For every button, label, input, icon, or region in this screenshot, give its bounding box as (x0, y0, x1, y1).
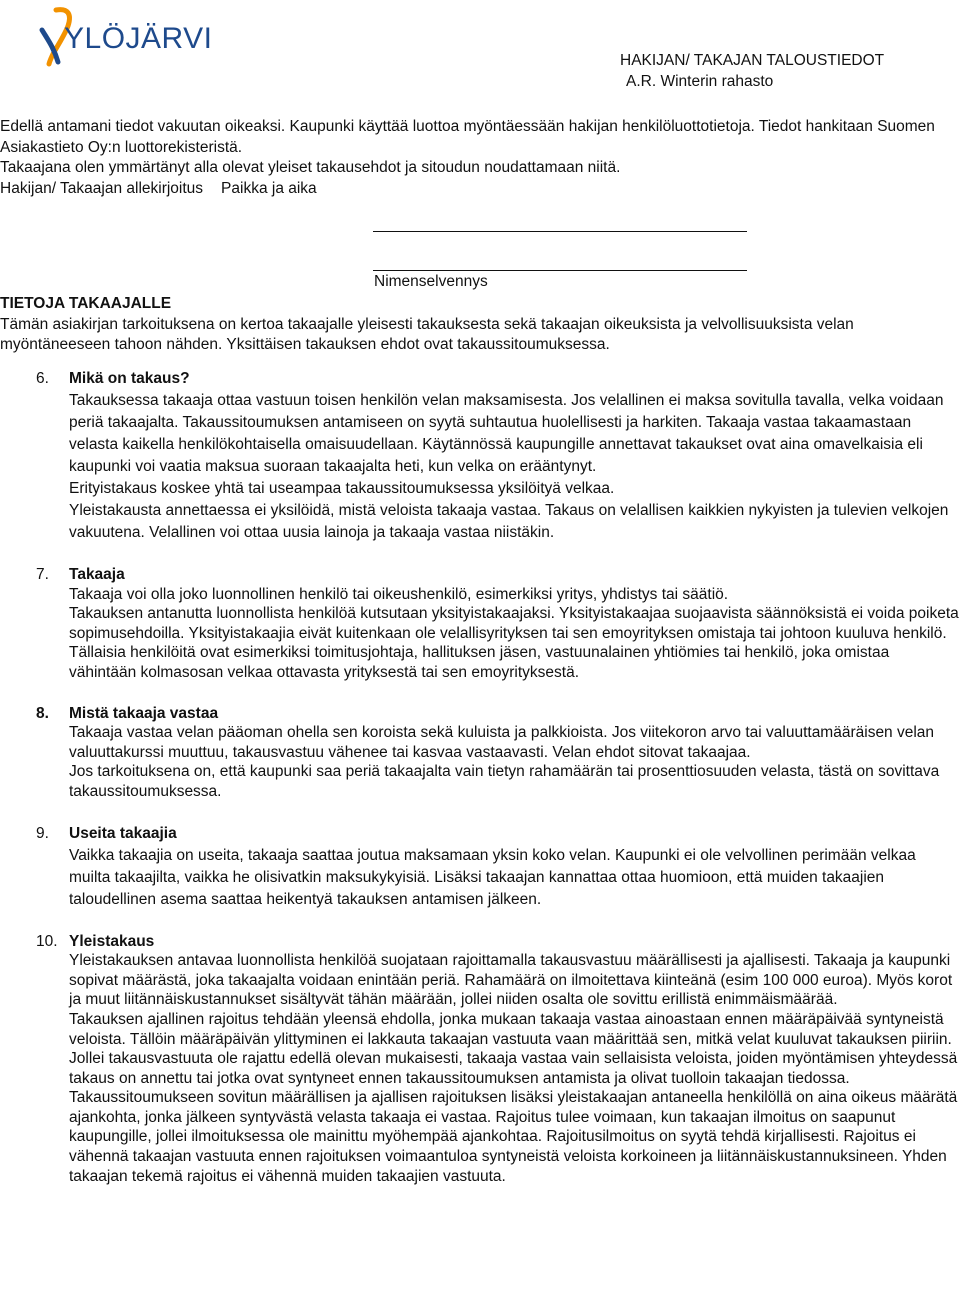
section-10 (0, 932, 960, 1187)
section-paragraph: Takauksessa takaaja ottaa vastuun toisen henkilön velan maksamisesta. Jos velallinen ei maksa sovitulla tavalla, velka voidaan periä takaajalta. Takaussitoumuksen antamiseen on syytä suhtautua huolellisesti ja harkiten. Takaaja vastaa takaamastaan velasta kaikella henkilökohtaisella omaisuudellaan. Käytännössä kaupungille annettavat takaukset ovat aina omavelkaisia eli kaupunki voi vaatia maksua suoraan takaajalta heti, kun velka on erääntynyt. (69, 392, 944, 475)
section-title: Yleistakaus (69, 932, 155, 950)
section-body (69, 585, 960, 683)
section-body (69, 723, 960, 801)
section-6 (0, 368, 960, 544)
document-header (620, 50, 920, 92)
info-for-guarantor (0, 294, 958, 356)
section-paragraph: Takaussitoumukseen sovitun määrällisen ja ajallisen rajoituksen lisäksi yleistakaajan antaneella henkilöllä on aina oikeus määrätä ajankohta, jonka jälkeen syntyvästä velasta takaaja ei vastaa. Rajoitus tulee voimaan, kun takaajan ilmoitus on saapunut kaupungille, jollei ilmoituksessa ole mainittu myöhempää ajankohtaa. Rajoitusilmoitus on syytä tehdä kirjallisesti. Rajoitus ei vähennä takaajan vastuuta ennen rajoituksen voimaantuloa syntyneistä veloista korkoineen ja liitännäiskustannuksineen. Yhden takaajan tekemä rajoitus ei vähennä muiden takaajien vastuuta. (69, 1089, 958, 1185)
section-paragraph: Takaaja voi olla joko luonnollinen henkilö tai oikeushenkilö, esimerkiksi yritys, yhdistys tai säätiö. (69, 585, 729, 603)
section-number: 7. (36, 566, 49, 583)
logo-text: YLÖJÄRVI (64, 22, 213, 55)
signature-line (373, 231, 747, 232)
info-text: Tämän asiakirjan tarkoituksena on kertoa takaajalle yleisesti takauksesta sekä takaajan oikeuksista ja velvollisuuksista velan myöntäneeseen tahoon nähden. Yksittäisen takauksen ehdot ovat takaussitoumuksessa. (0, 316, 854, 354)
section-paragraph: Yleistakauksen antavaa luonnollista henkilöä suojataan rajoittamalla takausvastuu määrällisesti ja ajallisesti. Takaaja ja kaupunki sopivat määrästä, joka takaajalta voidaan enintään periä. Rahamäärä on ilmoitettava kiinteänä (esim 100 000 euroa). Myös korot ja muut liitännäiskustannukset sisältyvät tähän määrään, jollei niiden osalta ole sovittu erillistä enimmäismäärää. (69, 952, 953, 1009)
terms-sections (0, 368, 960, 1207)
section-title: Useita takaajia (69, 824, 177, 842)
place-date-label: Paikka ja aika (221, 179, 317, 197)
section-title: Mistä takaaja vastaa (69, 704, 219, 722)
ylojarvi-logo (38, 4, 218, 68)
section-body (69, 390, 960, 544)
section-paragraph: Jollei takausvastuuta ole rajattu edellä olevan mukaisesti, takaaja vastaa vain sellaisista veloista, joiden myöntämisen yhteydessä takaus on annettu tai jotka ovat syntyneet ennen takaussitoumuksen antamista ja olivat tuolloin takaajan tiedossa. (69, 1050, 958, 1087)
intro-paragraph-2: Takaajana olen ymmärtänyt alla olevat yleiset takausehdot ja sitoudun noudattamaan niitä. (0, 159, 621, 177)
section-7 (0, 565, 960, 683)
document-title: HAKIJAN/ TAKAJAN TALOUSTIEDOT (620, 52, 885, 69)
signature-label: Hakijan/ Takaajan allekirjoitus (0, 179, 204, 197)
section-number: 10. (36, 932, 58, 950)
section-8 (0, 704, 960, 802)
section-paragraph: Jos tarkoituksena on, että kaupunki saa periä takaajalta vain tietyn rahamäärän tai prosenttiosuuden velasta, tästä on sovittava takaussitoumuksessa. (69, 763, 940, 800)
section-paragraph: Takaaja vastaa velan pääoman ohella sen koroista sekä kuluista ja palkkioista. Jos viitekoron arvo tai valuuttamääräisen velan valuuttakurssi muuttuu, takausvastuu vähenee tai kasvaa vastaavasti. Velan ehdot sitovat takaajaa. (69, 724, 935, 761)
section-body (69, 951, 960, 1186)
section-paragraph: Takauksen antanutta luonnollista henkilöä kutsutaan yksityistakaajaksi. Yksityistakaajaa suojaavista säännöksistä ei voida poiketa sopimusehdoilla. Yksityistakaajia eivät kuitenkaan ole velallisyrityksen tai sen emoyrityksen omistaja tai johtoon kuuluva henkilö. Tällaisia henkilöitä ovat esimerkiksi toimitusjohtaja, hallituksen jäsen, vastuunalainen yhtiömies tai henkilö, joka omistaa vähintään kolmasosan velkaa ottavasta yrityksestä tai sen emoyrityksestä. (69, 605, 959, 681)
section-body (69, 845, 960, 911)
intro-paragraph-1: Edellä antamani tiedot vakuutan oikeaksi. Kaupunki käyttää luottoa myöntäessään hakijan henkilöluottotietoja. Tiedot hankitaan Suomen Asiakastieto Oy:n luottorekisteristä. (0, 118, 935, 156)
section-number: 6. (36, 370, 49, 387)
intro-block (0, 117, 950, 199)
info-heading: TIETOJA TAKAAJALLE (0, 295, 172, 312)
section-9 (0, 823, 960, 911)
section-paragraph: Vaikka takaajia on useita, takaaja saattaa joutua maksamaan yksin koko velan. Kaupunki ei ole velvollinen perimään velkaa muilta takaajilta, vaikka he olisivatkin maksukykyisiä. Lisäksi takaajan kannattaa ottaa huomioon, että muiden takaajien taloudellinen asema saattaa heikentyä takauksen antamisen jälkeen. (69, 846, 916, 908)
document-subtitle: A.R. Winterin rahasto (626, 73, 774, 90)
section-paragraph: Erityistakaus koskee yhtä tai useampaa takaussitoumuksessa yksilöityä velkaa. (69, 480, 615, 497)
section-title: Mikä on takaus? (69, 370, 190, 387)
name-clarification-line (373, 270, 747, 271)
section-number: 9. (36, 824, 49, 842)
name-clarification-caption: Nimenselvennys (374, 273, 488, 290)
section-title: Takaaja (69, 566, 125, 583)
section-paragraph: Takauksen ajallinen rajoitus tehdään yleensä ehdolla, jonka mukaan takaaja vastaa ainoastaan ennen määräpäivää syntyneistä veloista. Tällöin määräpäivän ylittyminen ei lakkauta takaajan vastuuta vaan määrittää sen, mitkä velat kuuluvat takauksen piiriin. (69, 1010, 952, 1048)
section-paragraph: Yleistakausta annettaessa ei yksilöidä, mistä veloista takaaja vastaa. Takaus on velallisen kaikkien nykyisten ja tulevien velkojen vakuutena. Velallinen voi ottaa uusia lainoja ja takaaja vastaa niistäkin. (69, 502, 949, 541)
signature-labels (0, 179, 950, 200)
section-number: 8. (36, 704, 49, 722)
